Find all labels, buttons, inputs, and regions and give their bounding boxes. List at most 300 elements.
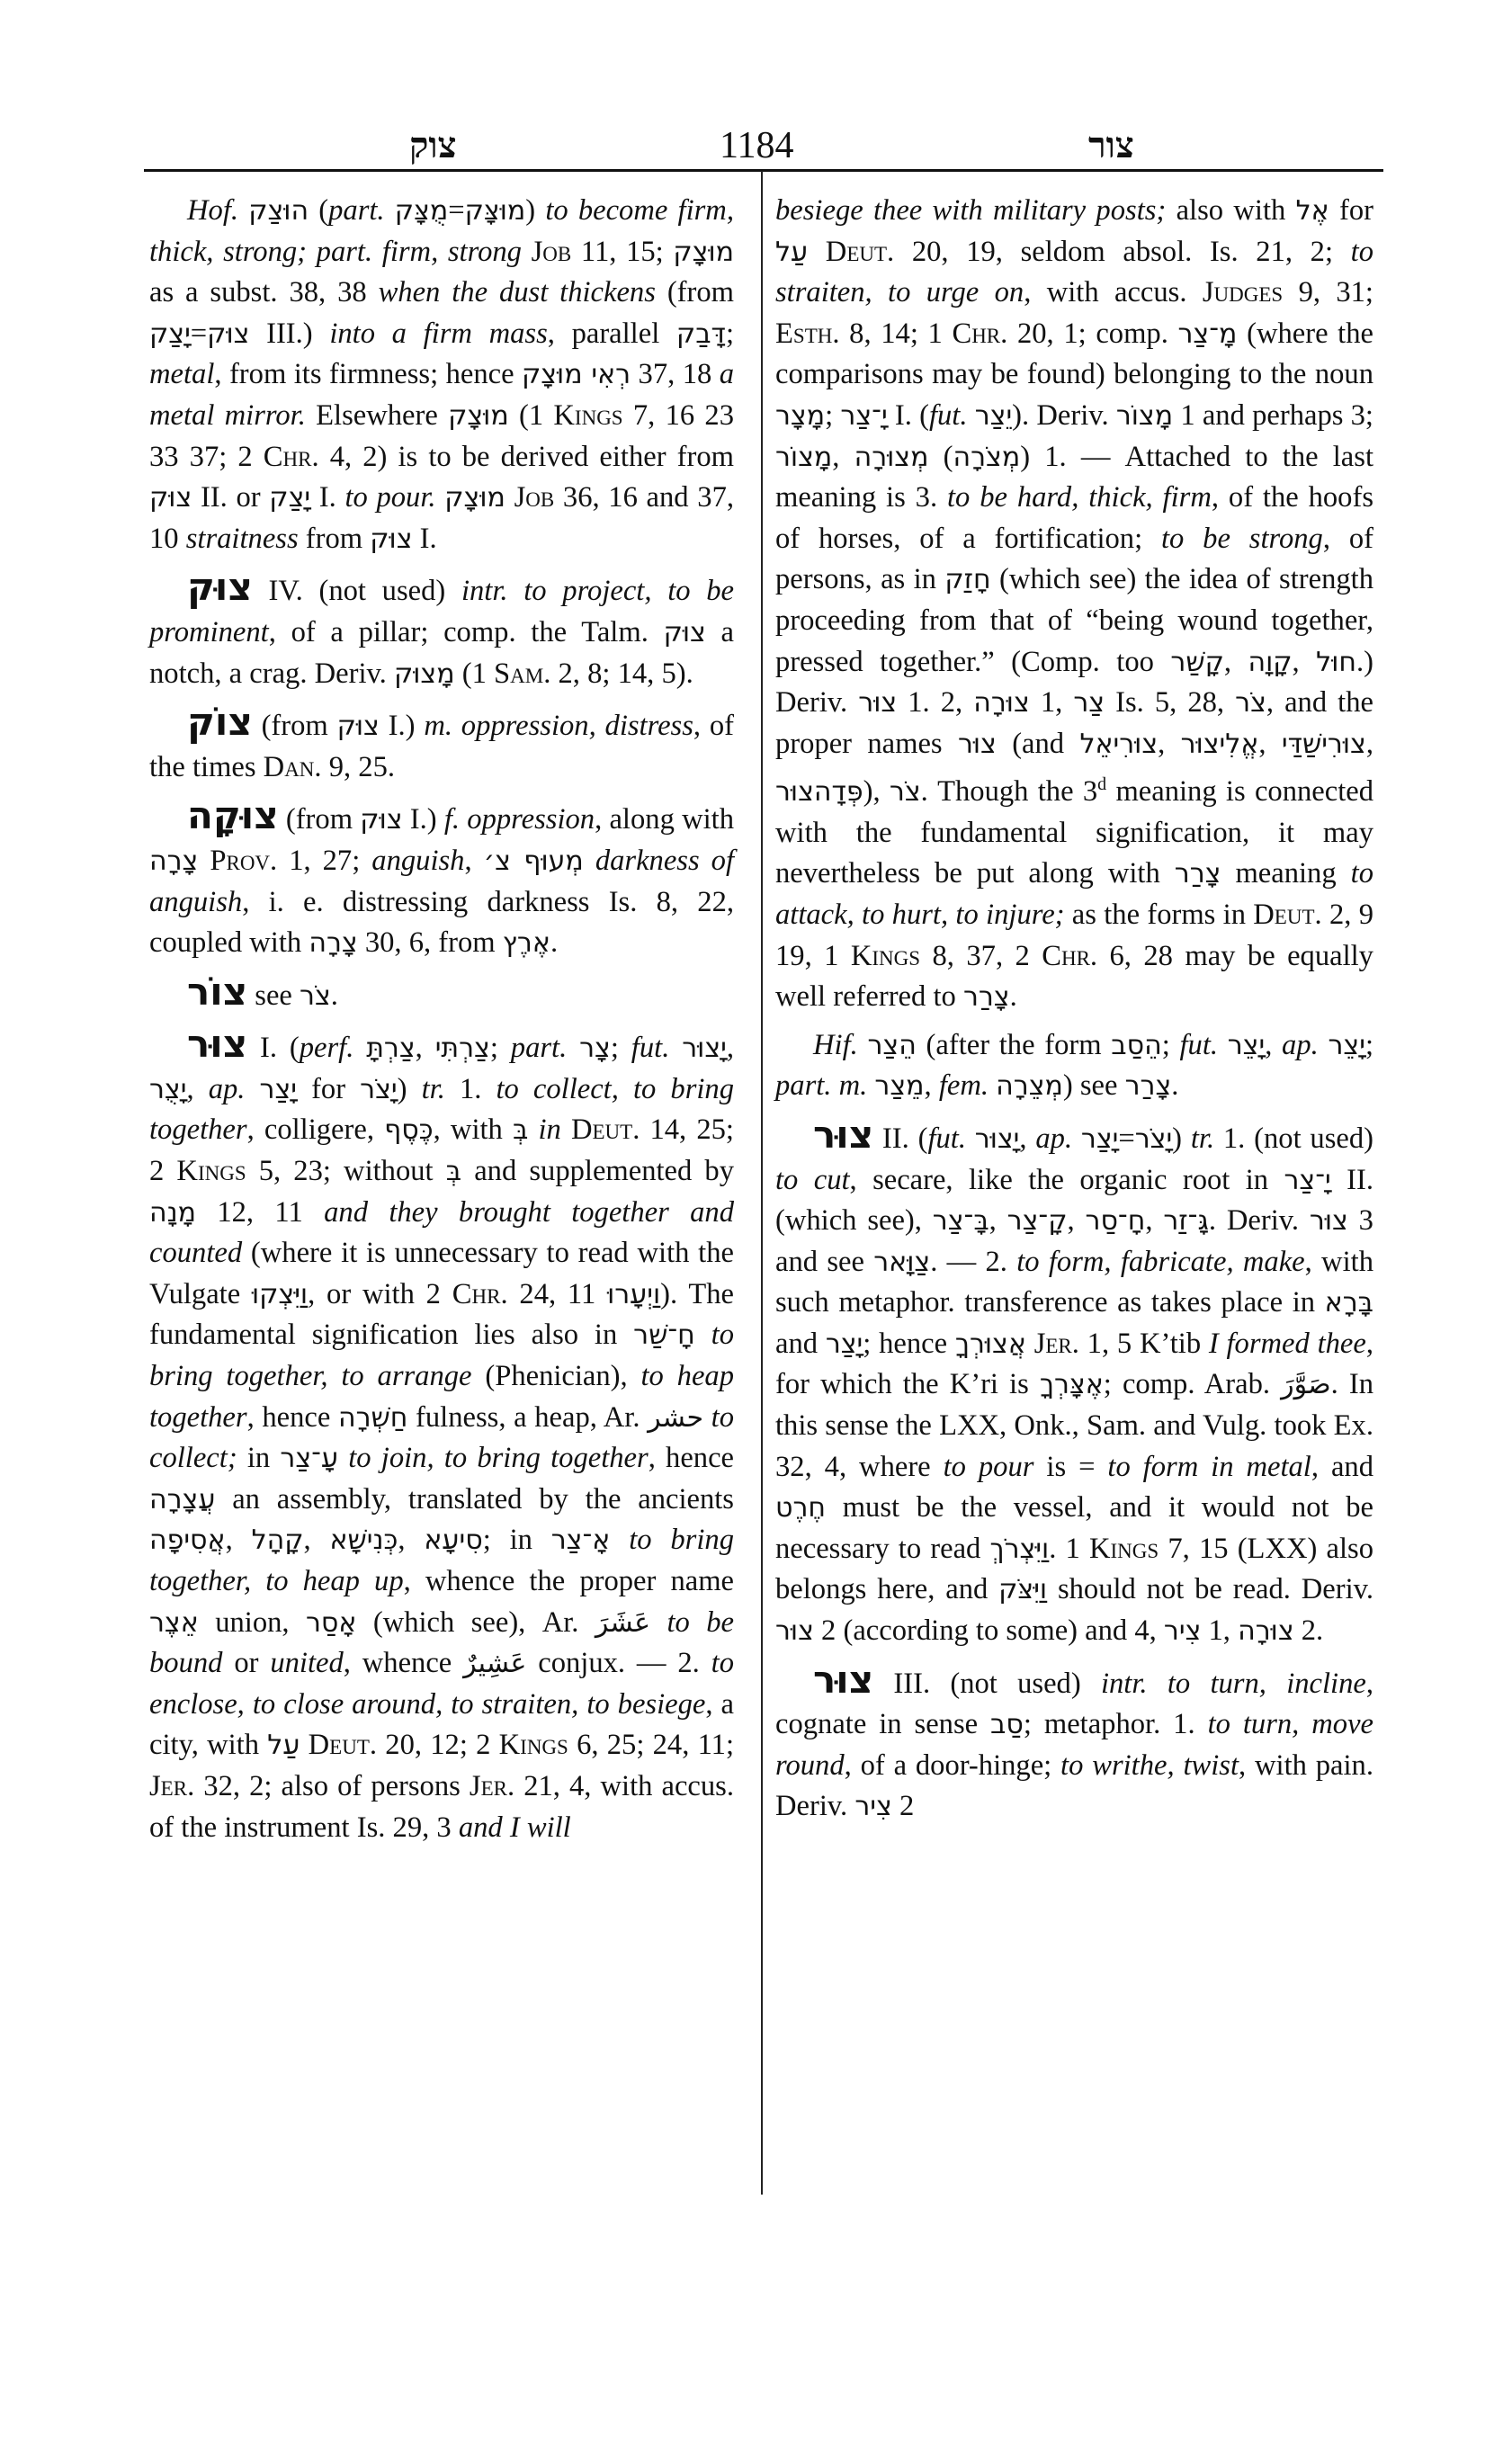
hebrew-word: צֹר <box>300 979 331 1012</box>
hebrew-word: בְּ <box>512 1114 529 1147</box>
text-run: (after the form <box>916 1028 1112 1061</box>
text-run: I.) <box>379 710 425 743</box>
book-reference: Jer. <box>149 1769 195 1802</box>
italic-run: to join, to bring together <box>348 1442 649 1475</box>
hebrew-word: מוּצָק <box>673 236 734 268</box>
hebrew-word: מָצוּק <box>393 657 455 690</box>
text-run: or <box>222 1647 271 1680</box>
text-run: ). The fundamental signification lies also in <box>149 1277 734 1352</box>
text-run: 1, 27; <box>277 844 372 877</box>
text-run: (from <box>655 276 734 309</box>
text-run: , <box>1258 727 1282 760</box>
hebrew-word: מֵצַר <box>874 1070 925 1103</box>
hebrew-word: חָ־שַׁר <box>633 1319 695 1352</box>
book-reference: Chr. <box>952 317 1008 350</box>
italic-run: part. <box>510 1032 580 1065</box>
text-run: 6, 28 may be equally well referred to <box>775 939 1373 1014</box>
text-run: meaning <box>1221 857 1351 890</box>
dictionary-entry <box>775 1025 1373 1107</box>
right-guideword: צור <box>1088 124 1134 166</box>
text-run: 9, 31; <box>1283 276 1373 309</box>
text-run: 20, 12; 2 <box>377 1729 499 1762</box>
italic-run: ap. <box>1035 1122 1081 1155</box>
book-reference: Judges <box>1202 276 1284 309</box>
hebrew-word: צִיר <box>1163 1615 1202 1648</box>
hebrew-word: בָּרָא <box>1324 1287 1373 1319</box>
hebrew-word: מֻצָּק <box>394 195 449 227</box>
text-run: II. (which see), <box>775 1163 1373 1238</box>
arabic-word: حشر <box>648 1401 703 1434</box>
text-run: , <box>1145 1204 1164 1238</box>
text-run: . <box>550 926 559 960</box>
italic-run: to form in metal <box>1107 1450 1311 1483</box>
book-reference: Job <box>531 235 572 268</box>
text-run: , with pain. Deriv. <box>775 1748 1373 1823</box>
text-run: 4, 2) is to be derived either from <box>318 440 734 473</box>
hebrew-word: צוּק <box>360 804 403 836</box>
text-run: , <box>1158 727 1181 760</box>
book-reference: Chr. <box>1042 939 1098 972</box>
italic-run: fut. <box>927 1122 975 1155</box>
text-run: , <box>398 1524 425 1557</box>
italic-run: I formed thee <box>1208 1327 1366 1360</box>
hebrew-word: חַשְׁרָה <box>338 1401 408 1434</box>
hebrew-word: וַיִּצְקוּ <box>251 1278 309 1310</box>
hebrew-word: מוּצָק <box>444 482 505 514</box>
italic-run: to be hard, thick, firm <box>947 481 1212 514</box>
italic-run: intr. to project, to be prominent <box>149 575 734 648</box>
text-run: , cognate in sense <box>775 1667 1373 1741</box>
italic-run: fut. <box>631 1032 683 1065</box>
hebrew-word: צוּר <box>957 728 997 760</box>
entry-headword: צוּקָה <box>187 793 279 838</box>
italic-run: a metal mirror. <box>149 358 734 432</box>
book-reference: Dan. <box>263 750 322 783</box>
hebrew-word: צוּק <box>149 482 192 514</box>
italic-run: to pour. <box>344 481 436 514</box>
text-run: 2 <box>891 1790 915 1823</box>
book-reference: Kings <box>1089 1532 1159 1565</box>
italic-run: straitness <box>185 522 299 555</box>
text-run: (where it is unnecessary to read with the Vulgate <box>149 1237 734 1310</box>
text-run <box>198 845 210 877</box>
text-run <box>584 845 595 877</box>
hebrew-word: חָזַק <box>944 564 991 596</box>
text-run: III.) <box>249 317 330 350</box>
entry-headword: צוּר <box>813 1112 874 1157</box>
italic-run: to be bound <box>149 1605 734 1680</box>
text-run: 1. <box>444 1072 497 1105</box>
text-run: IV. (not used) <box>252 575 461 608</box>
text-run: ( <box>928 440 953 473</box>
text-run: , or with 2 <box>308 1277 452 1310</box>
text-run: (from <box>278 803 361 836</box>
hebrew-word: עַל <box>775 236 809 268</box>
hebrew-word: צַרְתָּ <box>366 1033 416 1065</box>
text-run: 2, 9 19, 1 <box>775 898 1373 972</box>
book-reference: Deut. <box>825 235 895 268</box>
italic-run: part. m. <box>775 1069 875 1103</box>
italic-run: to collect, to bring together <box>149 1072 734 1147</box>
italic-run: to form, fabricate, make <box>1016 1245 1305 1278</box>
text-run: 11, 15; <box>571 235 674 268</box>
text-run: as a subst. 38, 38 <box>149 276 379 309</box>
hebrew-word: צָרָה <box>149 845 199 877</box>
hebrew-word: וַיְעָרוּ <box>607 1278 661 1310</box>
book-reference: Kings <box>850 939 921 972</box>
text-run: . <box>330 979 338 1012</box>
book-reference: Prov. <box>210 844 278 877</box>
text-run: , <box>989 1204 1007 1238</box>
text-run <box>650 1606 667 1639</box>
text-run: ) see <box>1062 1069 1125 1103</box>
text-run: 1, <box>1201 1614 1239 1648</box>
hebrew-word: צַר <box>1073 687 1105 720</box>
text-run: 37, 18 <box>631 358 720 391</box>
hebrew-word: יָצֹר <box>1134 1122 1173 1155</box>
text-run: . 1 <box>1049 1532 1089 1565</box>
hebrew-word: יָצוּר <box>974 1122 1020 1155</box>
italic-run: and they brought together and counted <box>149 1195 734 1270</box>
hebrew-word: צַרְתִּי <box>434 1033 490 1065</box>
hebrew-word: מְעוּף צ׳ <box>483 845 584 877</box>
italic-run: ap. <box>1282 1028 1329 1061</box>
text-run: ) <box>525 194 546 227</box>
text-run: (and <box>996 727 1080 760</box>
text-run <box>703 1401 711 1434</box>
hebrew-word: יֵצַר <box>974 399 1013 432</box>
book-reference: Jer. <box>469 1769 515 1802</box>
text-run: = <box>190 317 208 350</box>
hebrew-word: אֶצָּרְךָ <box>1039 1369 1104 1401</box>
hebrew-word: צֹר <box>1235 687 1266 720</box>
text-run: and supplemented by <box>461 1155 735 1188</box>
text-run: , <box>186 1072 209 1105</box>
hebrew-word: מָנָה <box>149 1196 196 1229</box>
hebrew-word: הוּצַק <box>248 195 309 227</box>
text-run: .) Deriv. <box>775 645 1373 720</box>
text-run: ) 1. — Attached to the last meaning is 3. <box>775 440 1373 514</box>
text-run: I. <box>310 481 345 514</box>
hebrew-word: צוּר <box>775 1615 814 1648</box>
hebrew-word: מוּצָּק <box>464 195 526 227</box>
italic-run: tr. <box>421 1072 445 1105</box>
italic-run: to heap together <box>149 1360 734 1434</box>
hebrew-word: מְצֵרָה <box>996 1070 1063 1103</box>
text-run: , hence <box>648 1442 734 1475</box>
text-run: 2. <box>1293 1614 1324 1648</box>
text-run: 20, 19, seldom absol. Is. 21, 2; <box>894 235 1351 268</box>
text-run: , from its firmness; hence <box>214 358 522 391</box>
text-run: , with accus. <box>1024 276 1203 309</box>
dictionary-entry <box>149 795 734 963</box>
hebrew-word: צוּר <box>1309 1205 1348 1238</box>
text-run: 12, 11 <box>196 1195 325 1229</box>
text-run: for <box>1329 194 1373 227</box>
text-run: ; <box>1161 1028 1180 1061</box>
hebrew-word: יָצוּר <box>682 1033 727 1065</box>
text-run: . <box>1009 980 1017 1014</box>
text-run: I. <box>412 522 437 555</box>
text-run: (which see) the idea of strength proceeding from that of “being wound together, pressed together.” (Comp. too <box>775 563 1374 678</box>
hebrew-word: קָוָה <box>1248 646 1293 678</box>
hebrew-word: יָצַר <box>259 1073 297 1105</box>
text-run: , of persons, as in <box>775 522 1373 596</box>
italic-run: into a firm mass <box>329 317 548 350</box>
italic-run: to enclose, to close around, to straiten, to besiege <box>149 1647 734 1721</box>
text-run: , <box>924 1069 939 1103</box>
text-run <box>1026 1328 1034 1360</box>
italic-run: to writhe, twist <box>1060 1748 1239 1782</box>
italic-run: to bring together, to heap up <box>149 1524 734 1597</box>
text-run: (from <box>252 710 337 743</box>
hebrew-word: גָּ־זַר <box>1163 1205 1209 1238</box>
hebrew-word: סַב <box>990 1709 1024 1741</box>
hebrew-word: אֵצֶר <box>149 1606 199 1639</box>
text-run: ) <box>1172 1122 1191 1155</box>
text-run <box>610 1524 629 1556</box>
text-run: 7, 16 23 33 37; 2 <box>149 398 734 473</box>
text-run: 14, 25; 2 <box>149 1113 734 1188</box>
italic-run: to straiten, to urge on <box>775 235 1373 309</box>
italic-run: united <box>270 1647 344 1680</box>
hebrew-word: צוּר <box>858 687 898 720</box>
text-run: , whence the proper name <box>403 1565 734 1597</box>
dictionary-entry <box>149 567 734 694</box>
italic-run: to cut <box>775 1163 850 1196</box>
hebrew-word: הֵצַר <box>867 1029 917 1061</box>
hebrew-word: יָ־צַר <box>1284 1164 1331 1196</box>
text-run: , and <box>1311 1450 1373 1483</box>
text-run: for <box>296 1072 361 1105</box>
book-reference: Chr. <box>452 1277 508 1310</box>
hebrew-word: צָרַר <box>1124 1070 1172 1103</box>
text-run: , secare, like the organic root in <box>849 1163 1284 1196</box>
text-run: ), <box>863 775 890 809</box>
column-divider <box>761 171 763 2195</box>
text-run: as the forms in <box>1064 898 1254 931</box>
hebrew-word: צוּק <box>663 616 706 648</box>
text-run: 1, 5 K’tib <box>1078 1327 1209 1360</box>
italic-run: to bring together, to arrange <box>149 1319 734 1393</box>
text-run <box>505 481 514 514</box>
hebrew-word: מְצֹרָה <box>953 441 1021 473</box>
hebrew-word: יָ־צַר <box>840 399 888 432</box>
text-run: ) <box>397 1072 422 1105</box>
hebrew-word: יָצַר <box>1080 1122 1119 1155</box>
entry-headword: צוֹק <box>187 700 253 745</box>
text-run: 6, 25; 24, 11; <box>568 1729 734 1762</box>
hebrew-word: חָ־סַר <box>1085 1205 1146 1238</box>
book-reference: Sam. <box>494 657 551 690</box>
hebrew-word: יָצַק <box>149 317 191 350</box>
italic-run: when the dust thickens <box>378 276 656 309</box>
text-run: , of the hoofs of horses, of a fortification; <box>775 481 1373 555</box>
text-run: , colligere, <box>246 1113 385 1147</box>
hebrew-word: יָצֵר <box>1227 1029 1266 1061</box>
book-reference: Kings <box>176 1155 246 1188</box>
hebrew-word: יָצֹר <box>360 1073 398 1105</box>
arabic-word: عَشِيرٌ <box>463 1648 527 1680</box>
text-run: 32, 2; also of persons <box>194 1769 470 1802</box>
hebrew-word: סִיעָא <box>424 1525 483 1557</box>
text-run: , for which the K’ri is <box>775 1327 1373 1401</box>
text-run: = <box>448 194 465 227</box>
hebrew-word: כְּנִישָׁא <box>329 1525 398 1557</box>
italic-run: m. oppression, distress <box>424 710 693 743</box>
italic-run: perf. <box>299 1032 367 1065</box>
hebrew-word: צָר <box>579 1033 611 1065</box>
text-run: 8, 14; 1 <box>839 317 953 350</box>
text-run: union, <box>198 1605 306 1639</box>
text-run: , <box>225 1524 252 1557</box>
dictionary-entry <box>775 1114 1373 1652</box>
hebrew-word: יָצֻר <box>149 1073 187 1105</box>
text-run: , and the proper names <box>775 686 1373 760</box>
hebrew-word: צוּק <box>370 523 413 555</box>
text-run: = <box>1118 1122 1135 1155</box>
text-run: , parallel <box>547 317 676 350</box>
text-run: . In this sense the LXX, Onk., Sam. and Vulg. took Ex. 32, 4, where <box>775 1368 1373 1483</box>
text-run: , <box>1365 727 1373 760</box>
hebrew-word: צוּרִישַׁדַּי <box>1281 728 1366 760</box>
dictionary-entry <box>775 191 1373 1018</box>
italic-run: darkness of anguish <box>149 844 734 918</box>
text-run: is = <box>1033 1450 1108 1483</box>
italic-run: in <box>538 1113 561 1147</box>
text-run: 5, 23; without <box>246 1155 446 1188</box>
text-run: ; <box>610 1032 631 1065</box>
italic-run: to pour <box>943 1450 1034 1483</box>
text-run: III. (not used) <box>873 1667 1101 1700</box>
header-rule <box>144 169 1383 172</box>
text-run: 9, 25. <box>321 750 396 783</box>
hebrew-word: צַוָּאר <box>873 1246 931 1278</box>
text-run: ; hence <box>863 1327 955 1360</box>
italic-run: f. oppression <box>443 803 595 836</box>
text-run: , <box>1265 1028 1283 1061</box>
italic-run: tr. <box>1190 1122 1215 1155</box>
book-reference: Deut. <box>570 1113 640 1147</box>
hebrew-word: הֵסַב <box>1111 1029 1162 1061</box>
hebrew-word: אֶרֶץ <box>502 927 550 960</box>
text-run: conjux. — 2. <box>526 1647 711 1680</box>
text-run: (which see), Ar. <box>356 1605 595 1639</box>
text-run: in <box>237 1442 281 1475</box>
text-run: 8, 37, 2 <box>920 939 1042 972</box>
text-run: . Though the 3 <box>920 775 1098 809</box>
text-run: meaning is connected with the fundamental signification, it may nevertheless be put along with <box>775 775 1373 890</box>
text-run <box>695 1319 711 1351</box>
italic-run: to collect; <box>149 1400 734 1475</box>
text-run: , <box>1019 1122 1036 1155</box>
entry-headword: צוּר <box>813 1657 874 1702</box>
text-run: 1. (not used) <box>1214 1122 1373 1155</box>
text-run: , <box>832 440 854 473</box>
hebrew-word: צָרָה <box>309 927 358 960</box>
text-run: ; metaphor. 1. <box>1023 1708 1208 1741</box>
text-run: ( <box>309 194 329 227</box>
text-run <box>300 1729 308 1761</box>
dictionary-entry <box>775 1659 1373 1828</box>
text-run: , of a pillar; comp. the Talm. <box>268 615 664 648</box>
italic-run: fut. <box>928 398 975 432</box>
hebrew-word: חוּל <box>1316 646 1356 678</box>
entry-headword: צוֹר <box>187 969 248 1014</box>
book-reference: Deut. <box>1253 898 1322 931</box>
text-run: , hence <box>246 1400 338 1434</box>
text-run: (1 <box>508 398 554 432</box>
hebrew-word: אֲצוּרְךָ <box>954 1328 1026 1360</box>
text-run: ; <box>725 317 734 350</box>
hebrew-word: פְּדָהצוּר <box>775 776 863 809</box>
text-run: , whence <box>343 1647 464 1680</box>
italic-run: to become firm, thick, strong; part. firm, strong <box>149 194 734 268</box>
text-run: 21, 4, with accus. of the instrument Is. 29, 3 <box>149 1769 735 1844</box>
hebrew-word: אֶל <box>1295 195 1329 227</box>
text-run: a notch, a crag. Deriv. <box>149 615 734 690</box>
hebrew-word: יָצַר <box>825 1328 863 1360</box>
hebrew-word: צָרַר <box>1174 858 1221 890</box>
hebrew-word: צוּרָה <box>973 687 1030 720</box>
text-run <box>561 1113 571 1146</box>
hebrew-word: כֶּסֶף <box>384 1114 434 1147</box>
text-run: , along with <box>595 803 735 836</box>
text-run: 1 and perhaps 3; <box>1173 398 1373 432</box>
text-run: . — 2. <box>930 1245 1017 1278</box>
text-run: 7, 15 (LXX) also belongs here, and <box>775 1532 1373 1606</box>
right-column <box>775 191 1373 1835</box>
text-run <box>522 236 532 268</box>
hebrew-word: קָשַׁר <box>1170 646 1224 678</box>
left-guideword: צוק <box>409 124 457 166</box>
text-run: ; comp. Arab. <box>1103 1368 1282 1401</box>
text-run: , of a door-hinge; <box>844 1748 1061 1782</box>
hebrew-word: מָצָר <box>775 399 826 432</box>
text-run: ; <box>1364 1028 1373 1061</box>
left-column <box>149 191 734 1855</box>
text-run: and <box>775 1327 826 1360</box>
hebrew-word: צוּרִיאֵל <box>1079 728 1159 760</box>
hebrew-word: מְצוּרָה <box>854 441 929 473</box>
text-run: , <box>1067 1204 1086 1238</box>
hebrew-word: מָ־צַר <box>1177 317 1238 350</box>
hebrew-word: דָּבַק <box>675 317 726 350</box>
text-run: II. or <box>192 481 270 514</box>
text-run: . <box>1171 1069 1179 1103</box>
hebrew-word: מָצוֹר <box>1115 399 1174 432</box>
hebrew-word: בְּ <box>445 1156 462 1188</box>
hebrew-word: מָצוֹר <box>775 441 833 473</box>
text-run: Is. 5, 28, <box>1105 686 1236 720</box>
book-reference: Chr. <box>263 440 319 473</box>
entry-headword: צוּר <box>187 1022 248 1067</box>
text-run: ; <box>489 1032 511 1065</box>
hebrew-word: אֲסִיפָה <box>149 1525 226 1557</box>
text-run: 24, 11 <box>507 1277 608 1310</box>
text-run: , i. e. distressing darkness Is. 8, 22, coupled with <box>149 885 734 960</box>
italic-run: anguish <box>371 844 465 877</box>
hebrew-word: צוּרָה <box>1238 1615 1294 1648</box>
hebrew-word: וַיִּצֹּק <box>998 1574 1048 1606</box>
italic-run: and I will <box>458 1811 571 1844</box>
text-run: , <box>464 844 484 877</box>
text-run: , with <box>433 1113 513 1147</box>
text-run: an assembly, translated by the ancients <box>215 1482 734 1516</box>
book-reference: Esth. <box>775 317 840 350</box>
hebrew-word: יָצֵר <box>1328 1029 1365 1061</box>
hebrew-word: צֹר <box>889 776 921 809</box>
